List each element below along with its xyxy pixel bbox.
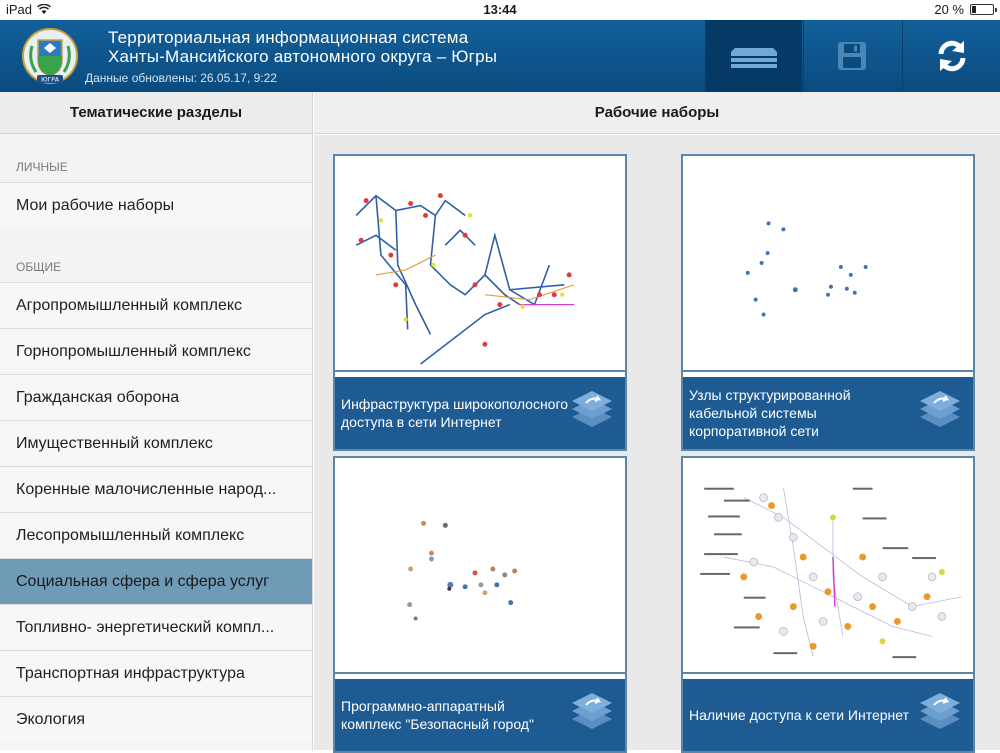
sidebar-item-transport[interactable]: Транспортная инфраструктура — [0, 650, 312, 696]
section-personal-label: ЛИЧНЫЕ — [16, 160, 68, 174]
update-label: Данные обновлены: — [85, 71, 197, 85]
layers-icon — [729, 40, 779, 72]
map-thumbnail — [335, 156, 625, 372]
card-caption — [335, 377, 625, 449]
sidebar-item-energy[interactable]: Топливно- энергетический компл... — [0, 604, 312, 650]
sidebar-item-agro[interactable]: Агропромышленный комплекс — [0, 282, 312, 328]
app-title-line2: Ханты-Мансийского автономного округа – Югры — [108, 47, 498, 66]
save-icon — [837, 41, 867, 71]
emblem-label: ЮГРА — [41, 76, 59, 84]
section-general-label: ОБЩИЕ — [16, 260, 62, 274]
device-label: iPad — [6, 2, 33, 17]
layer-stack-icon — [569, 387, 615, 433]
sidebar-title: Тематические разделы — [0, 92, 312, 134]
status-bar — [0, 0, 1000, 20]
sidebar-item-mining[interactable]: Горнопромышленный комплекс — [0, 328, 312, 374]
app-title-line1: Территориальная информационная система — [108, 28, 469, 47]
map-thumbnail — [683, 156, 973, 372]
card-internet-access[interactable] — [681, 456, 975, 753]
card-cabling[interactable] — [681, 154, 975, 451]
battery-level — [972, 6, 976, 13]
card-title: Инфраструктура широкополосного доступа в сети Интернет — [341, 396, 569, 430]
sidebar-item-property[interactable]: Имущественный комплекс — [0, 420, 312, 466]
layer-stack-icon — [917, 689, 963, 735]
layer-stack-icon — [569, 689, 615, 735]
card-title: Наличие доступа к сети Интернет — [689, 707, 910, 723]
card-caption — [683, 679, 973, 751]
sidebar-item-civil-defense[interactable]: Гражданская оборона — [0, 374, 312, 420]
main-title: Рабочие наборы — [314, 92, 1000, 134]
sidebar-item-ecology[interactable]: Экология — [0, 696, 312, 742]
save-button[interactable] — [803, 20, 900, 92]
card-title: Узлы структурированной кабельной системы корпоративной сети — [689, 387, 851, 439]
card-safe-city[interactable] — [333, 456, 627, 753]
status-time: 13:44 — [483, 2, 517, 17]
emblem-icon — [22, 26, 78, 86]
map-thumbnail — [335, 458, 625, 674]
sidebar — [0, 92, 313, 750]
sidebar-item-forestry[interactable]: Лесопромышленный комплекс — [0, 512, 312, 558]
battery-text: 20 % — [934, 2, 964, 17]
layer-stack-icon — [917, 387, 963, 433]
cards-grid — [314, 135, 1000, 750]
refresh-button[interactable] — [902, 20, 1000, 92]
card-title: Программно-аппаратный комплекс "Безопасный город" — [341, 698, 534, 732]
card-caption — [683, 377, 973, 449]
sidebar-item-social[interactable]: Социальная сфера и сфера услуг — [0, 558, 312, 604]
update-info — [85, 71, 277, 85]
battery-icon — [970, 4, 994, 15]
sidebar-item-indigenous[interactable]: Коренные малочисленные народ... — [0, 466, 312, 512]
update-value: 26.05.17, 9:22 — [200, 71, 277, 85]
map-thumbnail — [683, 458, 973, 674]
status-right — [934, 2, 994, 17]
sidebar-item-my-sets[interactable]: Мои рабочие наборы — [0, 182, 312, 228]
app-header — [0, 20, 1000, 92]
layers-button[interactable] — [705, 20, 802, 92]
refresh-icon — [935, 39, 969, 73]
card-caption — [335, 679, 625, 751]
card-broadband[interactable] — [333, 154, 627, 451]
